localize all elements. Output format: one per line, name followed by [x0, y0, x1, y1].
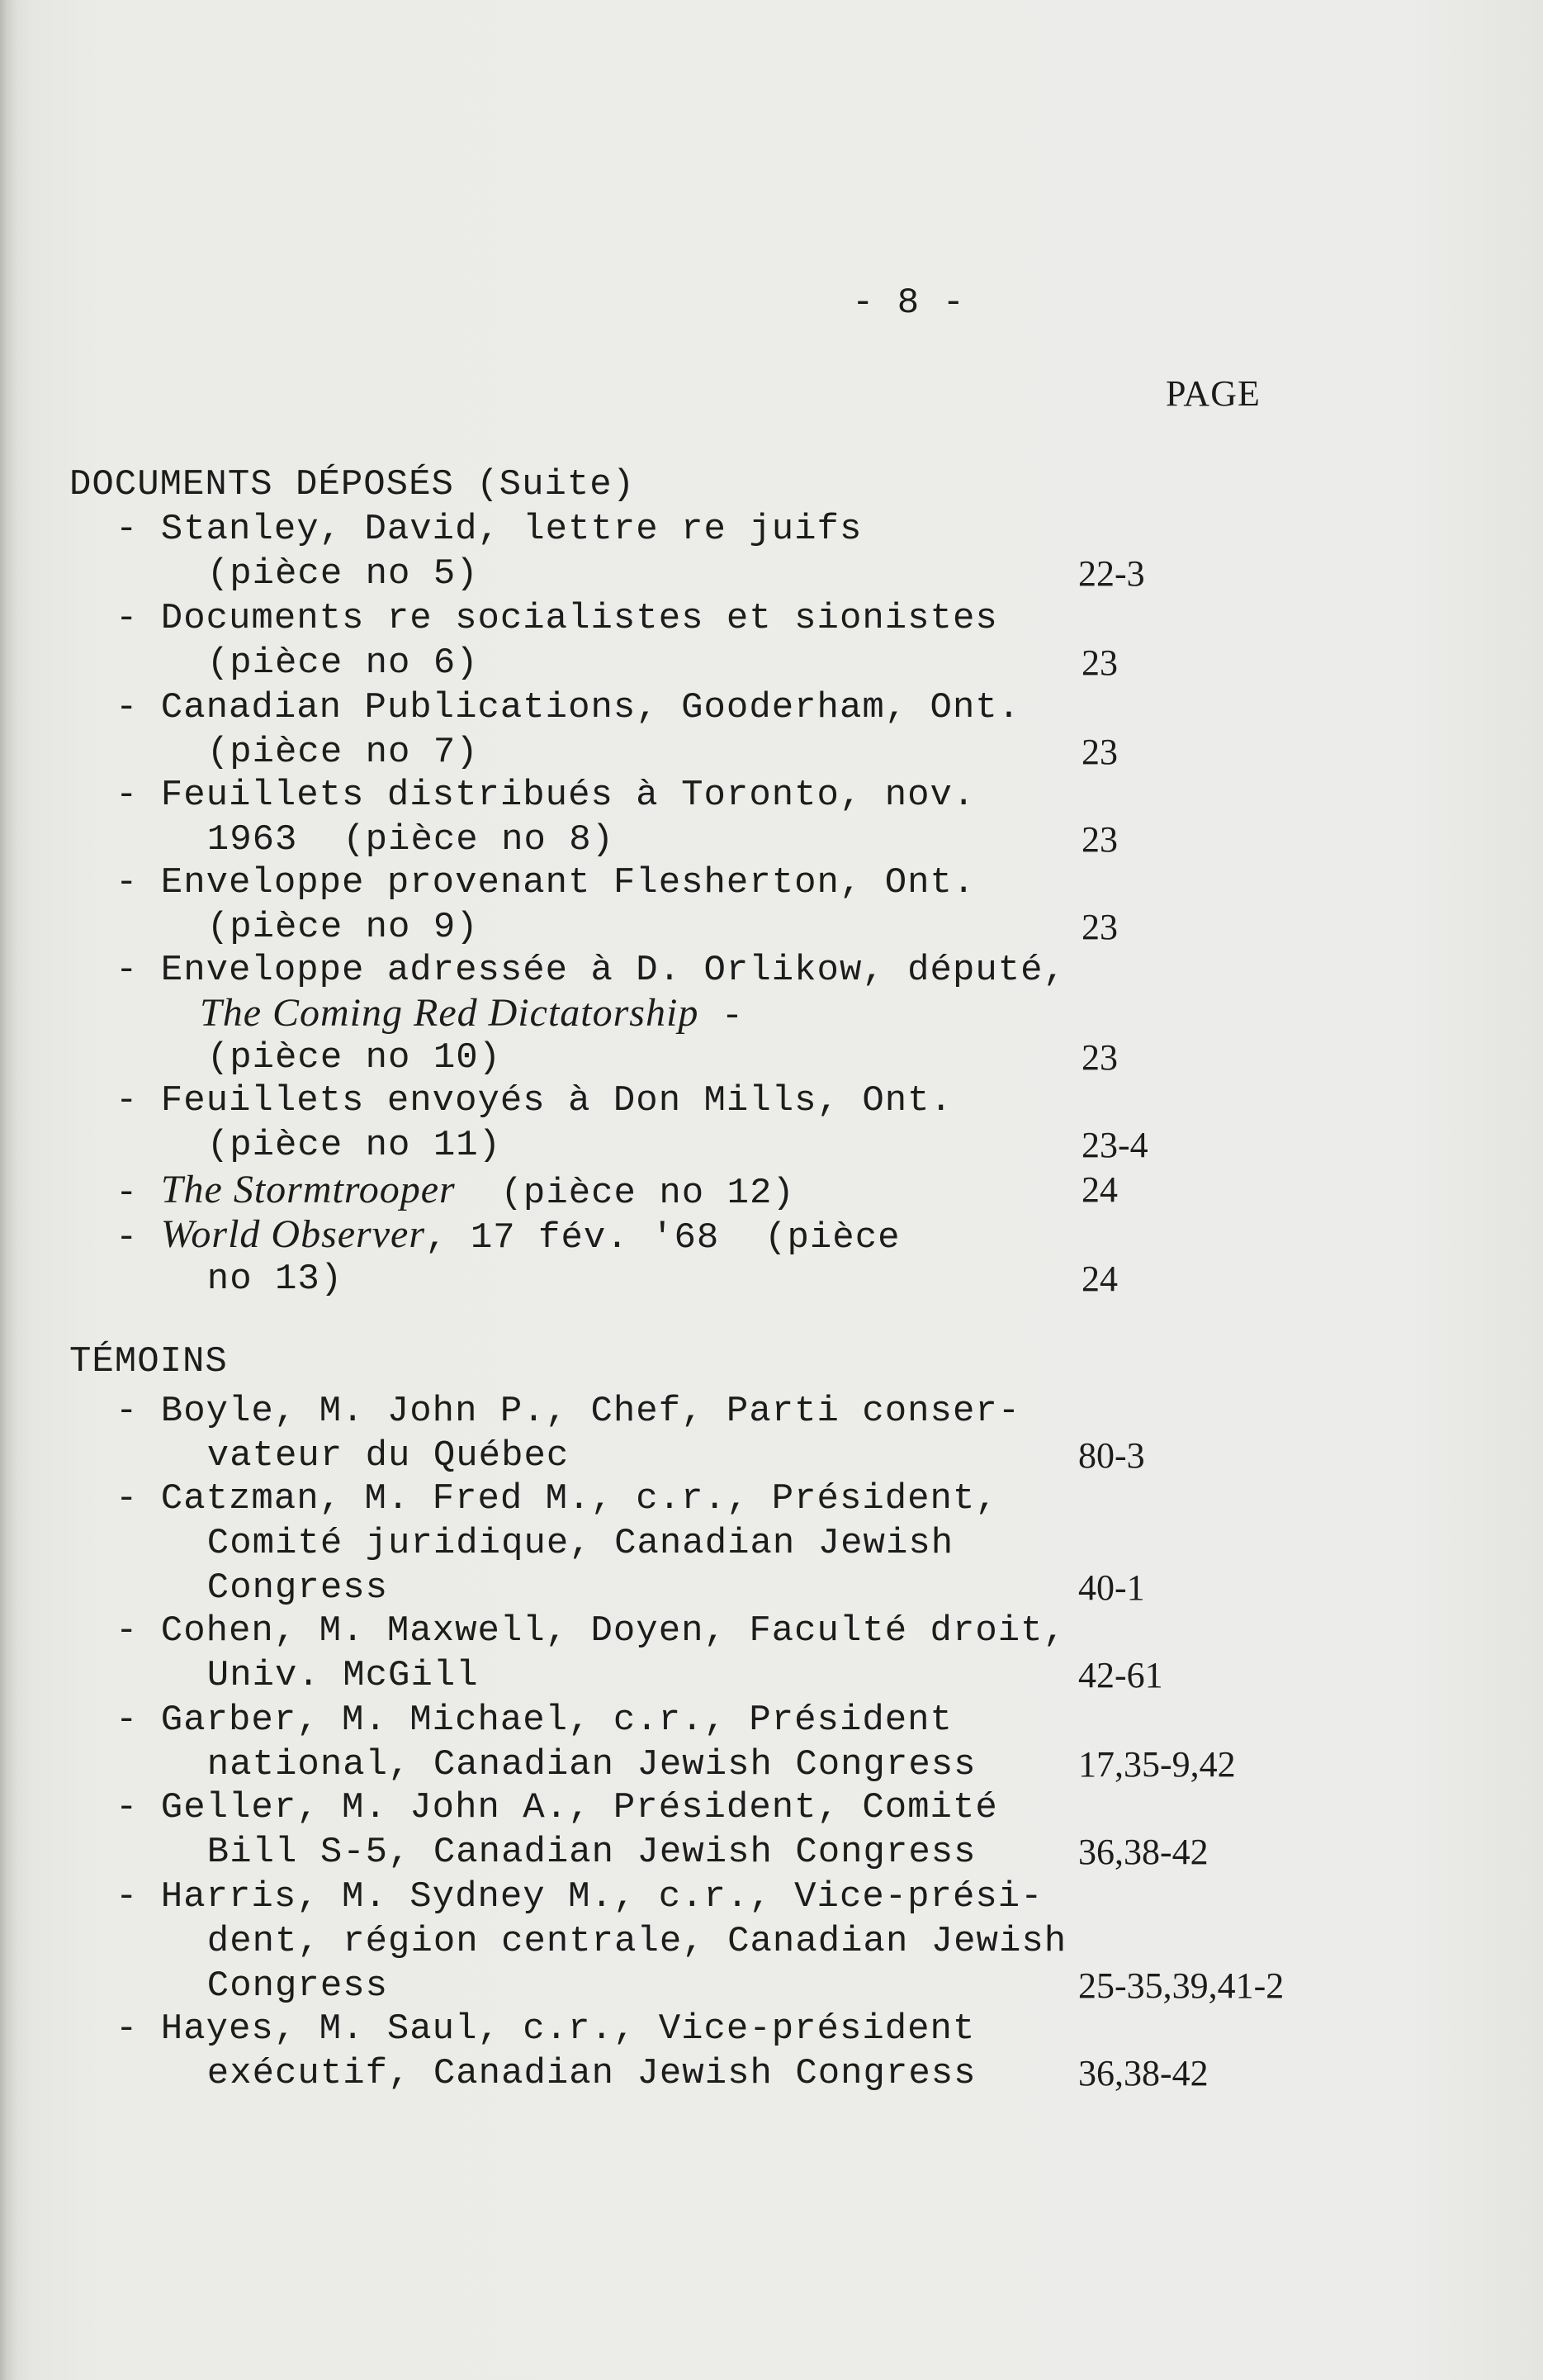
section-title-documents: DOCUMENTS DÉPOSÉS (Suite) — [69, 464, 636, 505]
witness-entry-line: national, Canadian Jewish Congress — [162, 1744, 977, 1785]
page-number: - 8 - — [852, 282, 966, 324]
doc-entry-page: 23-4 — [1082, 1125, 1148, 1165]
doc-entry-title-line — [116, 1168, 795, 1216]
witness-entry-page: 25-35,39,41-2 — [1078, 1965, 1285, 2006]
witness-entry-page: 36,38-42 — [1078, 2053, 1209, 2093]
witness-entry-page: 36,38-42 — [1078, 1832, 1209, 1872]
witness-entry-line: dent, région centrale, Canadian Jewish — [162, 1921, 1067, 1962]
entry-suffix: (pièce no 12) — [455, 1173, 795, 1214]
doc-entry-line: (pièce no 7) — [162, 732, 479, 773]
witness-entry-line: - Harris, M. Sydney M., c.r., Vice-prési- — [116, 1876, 1044, 1918]
witness-entry-page: 17,35-9,42 — [1078, 1744, 1236, 1785]
entry-prefix: - — [116, 1173, 161, 1214]
section-title-temoins: TÉMOINS — [69, 1341, 228, 1382]
witness-entry-line: vateur du Québec — [162, 1435, 570, 1477]
doc-entry-page: 24 — [1082, 1169, 1118, 1210]
doc-entry-line: - Enveloppe adressée à D. Orlikow, député, — [116, 950, 1066, 991]
doc-entry-line: - Feuillets envoyés à Don Mills, Ont. — [116, 1080, 953, 1121]
doc-entry-line: (pièce no 10) — [162, 1037, 502, 1079]
witness-entry-page: 42-61 — [1078, 1655, 1163, 1695]
doc-entry-page: 22-3 — [1078, 553, 1145, 594]
title-suffix: - — [698, 996, 745, 1037]
doc-entry-line: - Canadian Publications, Gooderham, Ont. — [116, 687, 1021, 728]
doc-entry-line: - Documents re socialistes et sionistes — [116, 598, 998, 639]
page-column-label: PAGE — [1166, 373, 1261, 414]
entry-prefix: - — [116, 1217, 161, 1259]
doc-entry-title-line — [200, 991, 744, 1039]
doc-entry-page: 23 — [1082, 642, 1118, 683]
doc-entry-title-line — [116, 1212, 901, 1260]
witness-entry-line: - Geller, M. John A., Président, Comité — [116, 1787, 998, 1828]
doc-entry-line: - Enveloppe provenant Flesherton, Ont. — [116, 862, 976, 903]
doc-entry-line: 1963 (pièce no 8) — [162, 819, 615, 860]
doc-entry-line: (pièce no 5) — [162, 553, 479, 595]
doc-entry-line: - Feuillets distribués à Toronto, nov. — [116, 775, 976, 816]
doc-entry-line: - Stanley, David, lettre re juifs — [116, 509, 863, 550]
doc-entry-page: 23 — [1082, 819, 1118, 860]
witness-entry-page: 40-1 — [1078, 1567, 1145, 1608]
witness-entry-line: - Hayes, M. Saul, c.r., Vice-président — [116, 2008, 976, 2050]
witness-entry-line: Univ. McGill — [162, 1655, 479, 1696]
entry-suffix: , 17 fév. '68 (pièce — [425, 1217, 901, 1259]
witness-entry-line: exécutif, Canadian Jewish Congress — [162, 2053, 977, 2094]
doc-entry-line: (pièce no 11) — [162, 1125, 502, 1166]
doc-entry-page: 24 — [1082, 1259, 1118, 1299]
doc-entry-page: 23 — [1082, 1037, 1118, 1078]
witness-entry-line: Bill S-5, Canadian Jewish Congress — [162, 1832, 977, 1873]
witness-entry-page: 80-3 — [1078, 1435, 1145, 1476]
doc-entry-line: (pièce no 9) — [162, 907, 479, 948]
doc-entry-page: 23 — [1082, 732, 1118, 772]
doc-entry-line: (pièce no 6) — [162, 642, 479, 684]
doc-entry-line: no 13) — [162, 1259, 343, 1300]
publication-title: World Observer — [160, 1212, 426, 1256]
publication-title: The Stormtrooper — [160, 1168, 456, 1211]
witness-entry-line: Congress — [162, 1965, 389, 2007]
publication-title: The Coming Red Dictatorship — [200, 991, 699, 1035]
doc-entry-page: 23 — [1082, 907, 1118, 947]
witness-entry-line: - Cohen, M. Maxwell, Doyen, Faculté droit, — [116, 1610, 1066, 1652]
witness-entry-line: - Boyle, M. John P., Chef, Parti conser- — [116, 1391, 1021, 1432]
witness-entry-line: - Garber, M. Michael, c.r., Président — [116, 1700, 953, 1741]
witness-entry-line: Congress — [162, 1567, 389, 1609]
witness-entry-line: Comité juridique, Canadian Jewish — [162, 1523, 954, 1564]
witness-entry-line: - Catzman, M. Fred M., c.r., Président, — [116, 1478, 998, 1520]
page-binding-edge — [0, 0, 18, 2380]
